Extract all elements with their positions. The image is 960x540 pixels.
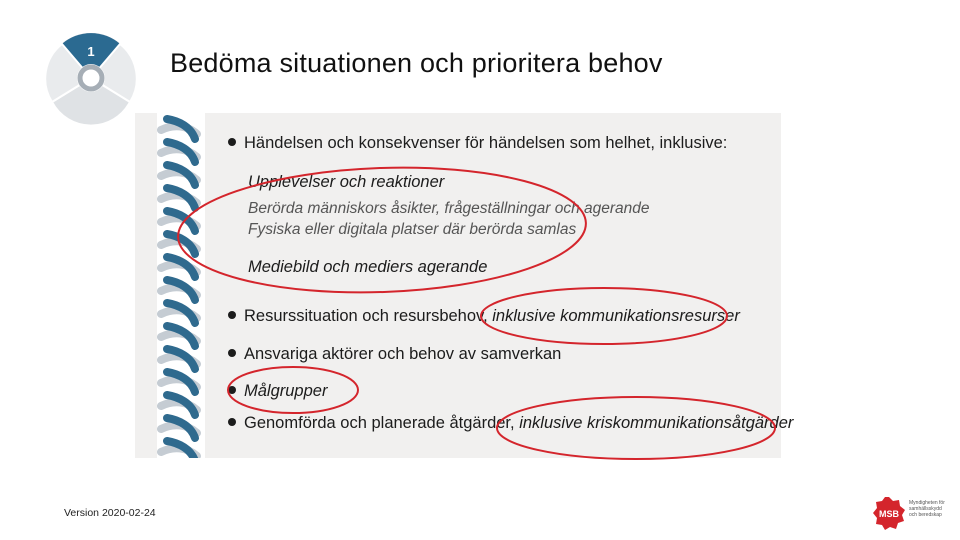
sub-item: Upplevelser och reaktioner xyxy=(248,173,445,191)
bullet xyxy=(228,311,236,319)
checklist-item: Målgrupper xyxy=(228,382,327,401)
step-number: 1 xyxy=(87,44,95,59)
version-label: Version 2020-02-24 xyxy=(64,507,156,519)
checklist-item: Genomförda och planerade åtgärder, inklusive kriskommunikationsåtgärder xyxy=(228,414,793,433)
slide-title: Bedöma situationen och prioritera behov xyxy=(170,48,663,78)
msb-logo xyxy=(872,496,906,535)
bullet xyxy=(228,386,236,394)
bullet xyxy=(228,418,236,426)
checklist-item: Ansvariga aktörer och behov av samverkan xyxy=(228,345,561,364)
sub-item: Mediebild och mediers agerande xyxy=(248,258,488,276)
checklist-item: Resurssituation och resursbehov, inklusive kommunikationsresurser xyxy=(228,307,740,326)
sub-item: Fysiska eller digitala platser där berörda samlas xyxy=(248,221,577,238)
sub-item: Berörda människors åsikter, frågeställningar och agerande xyxy=(248,200,650,217)
bullet xyxy=(228,349,236,357)
logo-mark: MSB xyxy=(879,509,899,519)
bullet xyxy=(228,138,236,146)
checklist-item: Händelsen och konsekvenser för händelsen som helhet, inklusive: xyxy=(228,134,727,153)
logo-caption: Myndigheten för samhällsskydd och beredskap xyxy=(909,500,945,518)
